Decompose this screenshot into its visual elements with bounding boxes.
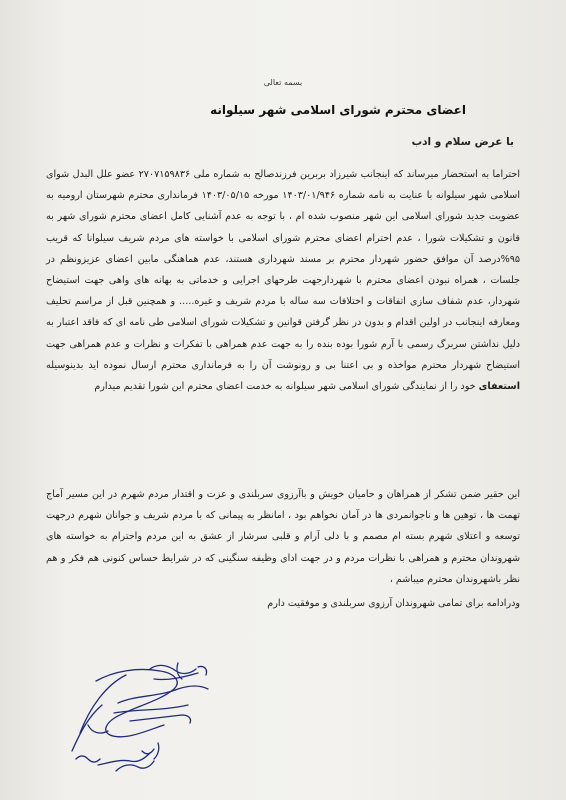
paragraph-resignation xyxy=(46,164,520,397)
paragraph-thanks: این حقیر ضمن تشکر از همراهان و حامیان خویش و باآرزوی سربلندی و عزت و اقتدار مردم شهرم در این مسیر آماج تهمت ها ، توهین ها و ناجوانمردی ها در آمان نخواهم بود ، امانظر به پیمانی که با مردم شریف و جوانان شهرم درجهت توسعه و اعتلای شهرم بسته ام مصمم و با دلی آرام و قلبی سرشار از عشق به این مردم واحترام به خواسته های شهروندان محترم و همراهی با نظرات مردم و در جهت ادای وظیفه سنگینی که در شرایط حساس کنونی هم فکر و هم نظر باشهروندان محترم میباشم ، xyxy=(46,489,520,585)
paragraph-resignation-text: احتراما به استحضار میرساند که اینجانب شیرزاد بربرین فرزندصالح به شماره ملی ۲۷۰۷۱۵۹۸۳۶ عضو علل البدل شوای اسلامی شهر سیلوانه با عنایت به نامه شماره ۱۴۰۳/۰۱/۹۴۶ مورخه ۱۴۰۳/۰۵/۱۵ فرمانداری محترم شهرستان ارومیه به عضویت جدید شورای اسلامی این شهر منصوب شده ام ، با توجه به عدم آشنایی کامل اعضای محترم شورای شهر به قانون و تشکیلات شورا ، عدم احترام اعضای محترم شورای اسلامی با خواسته های مردم شریف سیلوانا که قریب ۹۵%درصد آن موافق حضور شهردار محترم بر مسند شهرداری هستند، عدم هماهنگی مابین اعضای عزیزونظم در جلسات ، همراه نبودن اعضای محترم با شهردارجهت طرحهای اجرایی و خدماتی به بهانه های واهی جهت استیضاح شهردار، عدم شفاف سازی اتفاقات و اختلافات سه ساله با مردم شریف و غیره..... و همچنین قبل از مراسم تحلیف ومعارفه اینجانب در اولین اقدام و بدون در نظر گرفتن قوانین و تشکیلات شورای اسلامی طی نامه ای که فاقد اعتبار به دلیل نداشتن سربرگ رسمی با آرم شورا بوده بنده را به جهت عدم همراهی با تفکرات و نظرات و عدم همراهی جهت استیضاح شهردار محترم مواخذه و بی اعتنا بی و رونوشت آن را به فرمانداری محترم ارسال نموده اید بدینوسیله xyxy=(46,169,520,371)
greeting-line: با عرض سلام و ادب xyxy=(411,136,514,148)
resignation-emphasis: استعفای xyxy=(478,381,520,393)
paragraph-resignation-closing: خود را از نمایندگی شورای اسلامی شهر سیلوانه به خدمت اعضای محترم این شورا تقدیم میدارم xyxy=(94,381,476,393)
handwritten-signature xyxy=(58,655,228,780)
paragraph-wishes: ودرادامه برای تمامی شهروندان آرزوی سربلندی و موفقیت دارم xyxy=(267,598,520,609)
letter-heading: اعضای محترم شورای اسلامی شهر سیلوانه xyxy=(210,103,466,117)
basmala-header: بسمه تعالی xyxy=(263,78,303,87)
